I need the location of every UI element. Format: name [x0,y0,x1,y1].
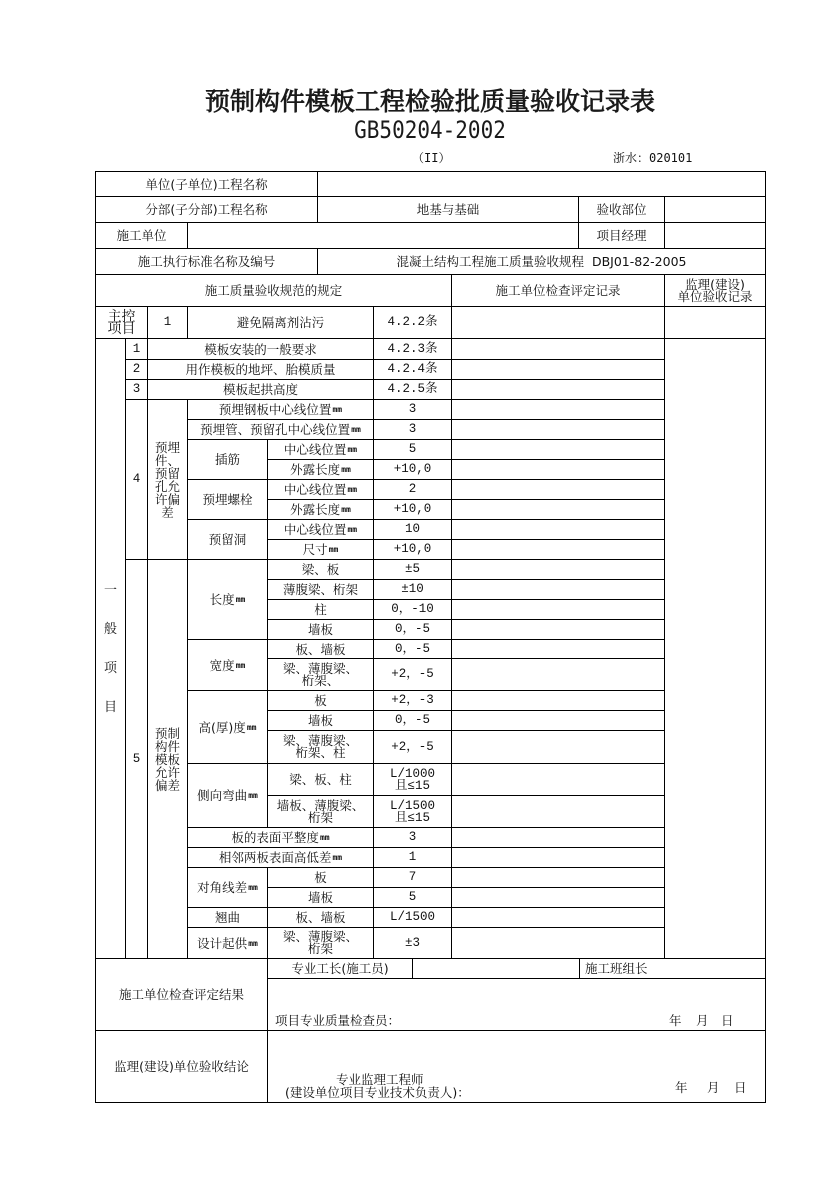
date-year-label: 年 [669,1013,682,1028]
general-item-clause: 4.2.4条 [373,359,452,380]
main-control-no: 1 [147,306,188,339]
bolt-row [267,499,374,520]
contractor-result-field[interactable] [267,978,766,1031]
contractor-result-label: 施工单位检查评定结果 [95,958,268,1031]
item-name: 高(厚)度 [198,719,246,735]
tolerance-value: 0，-5 [373,639,452,659]
tolerance-value: 0，-10 [373,599,452,620]
unit-label: mm [246,722,257,732]
item-name: 预埋管、预留孔中心线位置 [200,422,351,437]
tolerance-value: ±3 [373,927,452,959]
unit-label: mm [319,833,330,842]
standard-code: GB50204-2002 [354,116,506,144]
engineer-sub-label: (建设单位项目专业技术负责人)： [285,1085,470,1100]
embedded-pipe-hole [187,419,374,440]
date-month-label: 月 [696,1013,709,1028]
member-label: 梁、板、柱 [267,763,374,796]
tolerance-value: 0，-5 [373,710,452,731]
check-record-field[interactable] [451,519,665,540]
tolerance-value: L/1500 且≤15 [373,795,452,828]
unit-project-label: 单位(子单位)工程名称 [95,171,318,197]
acceptance-part-field[interactable] [664,196,766,223]
tolerance-value: ±5 [373,559,452,580]
check-record-field[interactable] [451,690,665,711]
warp-label: 翘曲 [187,907,268,928]
tolerance-value: +2，-3 [373,690,452,711]
general-item-name: 模板安装的一般要求 [147,338,374,360]
unit-label: mm [332,405,343,414]
check-record-field[interactable] [451,399,665,420]
unit-label: mm [248,938,258,948]
tolerance-value: L/1000 且≤15 [373,763,452,796]
tolerance-value: +10,0 [373,539,452,560]
general-item-name: 模板起拱高度 [147,379,374,400]
precast-category [147,559,188,959]
item-name: 对角线差 [197,880,248,895]
spec-header: 施工质量验收规范的规定 [95,274,452,307]
construction-unit-label: 施工单位 [95,222,188,249]
contractor-record-header: 施工单位检查评定记录 [451,274,665,307]
item-name: 中心线位置 [283,522,347,537]
unit-label: mm [235,660,246,670]
check-record-field[interactable] [451,658,665,691]
project-manager-field[interactable] [664,222,766,249]
member-label: 墙板 [267,619,374,640]
member-label: 墙板 [267,887,374,908]
dowel-row [267,459,374,480]
member-label: 梁、薄腹梁、 桁架、 [267,658,374,691]
check-record-field[interactable] [451,730,665,764]
check-record-field[interactable] [451,827,665,848]
height-label [187,690,268,764]
tolerance-value: +10,0 [373,499,452,520]
check-record-field[interactable] [451,419,665,440]
general-item-no: 2 [125,359,148,380]
tolerance-value: 3 [373,419,452,440]
tolerance-value: 0，-5 [373,619,452,640]
item-name: 板的表面平整度 [231,830,319,845]
general-item-no: 1 [125,338,148,360]
check-record-field[interactable] [451,499,665,520]
foreman-label: 专业工长(施工员) [267,958,413,979]
tolerance-value: 3 [373,827,452,848]
date-day-label: 日 [734,1080,747,1095]
check-record-field[interactable] [451,710,665,731]
embedded-category [147,399,188,560]
flatness-label [187,827,374,848]
item-name: 中心线位置 [283,442,347,457]
tolerance-value: 7 [373,867,452,888]
member-label: 柱 [267,599,374,620]
sub-project-label: 分部(子分部)工程名称 [95,196,318,223]
supervisor-conclusion-label: 监理(建设)单位验收结论 [95,1030,268,1103]
main-control-check-field[interactable] [451,306,665,339]
page-title: 预制构件模板工程检验批质量验收记录表 [204,87,655,116]
precast-no: 5 [125,559,148,959]
date-day-label: 日 [721,1013,734,1028]
opening-row [267,519,374,540]
date-month-label: 月 [707,1080,720,1095]
tolerance-value: 10 [373,519,452,540]
unit-project-field[interactable] [317,171,766,197]
sub-project-value[interactable]: 地基与基础 [317,196,579,223]
member-label: 墙板、薄腹梁、 桁架 [267,795,374,828]
embedded-steel-plate [187,399,374,420]
general-item-clause: 4.2.3条 [373,338,452,360]
embedded-no: 4 [125,399,148,560]
check-record-field[interactable] [451,559,665,580]
unit-label: mm [347,525,358,534]
item-name: 长度 [209,592,235,607]
unit-label: mm [341,505,351,514]
engineer-label: 专业监理工程师 [336,1072,424,1087]
bolt-row [267,479,374,500]
dowel-row [267,439,374,460]
unit-label: mm [332,853,343,862]
width-label [187,639,268,691]
member-label: 墙板 [267,710,374,731]
foreman-field[interactable] [412,958,580,979]
opening-label: 预留洞 [187,519,268,560]
length-label [187,559,268,640]
date-year-label: 年 [675,1080,688,1095]
tolerance-value: +2，-5 [373,658,452,691]
check-record-field[interactable] [451,379,665,400]
check-record-field[interactable] [451,907,665,928]
check-record-field[interactable] [451,539,665,560]
item-name: 宽度 [209,657,235,673]
inspector-label: 项目专业质量检查员： [275,1013,401,1028]
check-record-field[interactable] [451,579,665,600]
general-items-text: 一般项目 [103,582,117,715]
unit-label: mm [248,883,258,892]
general-supervisor-field[interactable] [664,338,766,959]
member-label: 板 [267,690,374,711]
tolerance-value: ±10 [373,579,452,600]
tolerance-value: 3 [373,399,452,420]
precast-category-text: 预制构件模板允许偏差 [154,725,180,793]
unit-label: mm [341,465,351,474]
check-record-field[interactable] [451,795,665,828]
opening-row [267,539,374,560]
member-label: 梁、薄腹梁、 桁架、柱 [267,730,374,764]
check-record-field[interactable] [451,887,665,908]
member-label: 板、墙板 [267,907,374,928]
item-name: 相邻两板表面高低差 [218,850,332,865]
construction-unit-field[interactable] [187,222,579,249]
general-item-name: 用作模板的地坪、胎模质量 [147,359,374,380]
unit-label: mm [235,595,246,604]
check-record-field[interactable] [451,439,665,460]
dowel-label: 插筋 [187,439,268,480]
adjacent-diff-label [187,847,374,868]
general-items-label [95,338,126,959]
bolt-label: 预埋螺栓 [187,479,268,520]
check-record-field[interactable] [451,599,665,620]
project-manager-label: 项目经理 [578,222,665,249]
check-record-field[interactable] [451,867,665,888]
unit-label: mm [351,425,361,434]
item-name: 外露长度 [290,462,341,477]
form-variant: （II） [412,151,451,165]
item-name: 侧向弯曲 [197,788,248,803]
item-name: 中心线位置 [283,482,347,497]
main-control-clause: 4.2.2条 [373,306,452,339]
check-record-field[interactable] [451,619,665,640]
member-label: 板 [267,867,374,888]
tolerance-value: +10,0 [373,459,452,480]
check-record-field[interactable] [451,639,665,659]
tolerance-value: 5 [373,887,452,908]
form-number: 浙水：020101 [613,151,693,165]
item-name: 预埋钢板中心线位置 [218,402,332,417]
standard-value: 混凝土结构工程施工质量验收规程 DBJ01-82-2005 [317,248,766,275]
lateral-bending-label [187,763,268,828]
tolerance-value: 1 [373,847,452,868]
item-name: 尺寸 [302,542,328,557]
check-record-field[interactable] [451,847,665,868]
tolerance-value: 2 [373,479,452,500]
check-record-field[interactable] [451,927,665,959]
member-label: 梁、板 [267,559,374,580]
member-label: 薄腹梁、桁架 [267,579,374,600]
tolerance-value: +2，-5 [373,730,452,764]
supervisor-conclusion-field[interactable] [267,1030,766,1103]
member-label: 梁、薄腹梁、 桁架 [267,927,374,959]
member-label: 板、墙板 [267,639,374,659]
main-control-name: 避免隔离剂沾污 [187,306,374,339]
item-name: 设计起供 [197,935,248,951]
item-name: 外露长度 [290,502,341,517]
embedded-category-text: 预埋件、预留孔允许偏差 [154,439,180,520]
check-record-field[interactable] [451,763,665,796]
tolerance-value: L/1500 [373,907,452,928]
diagonal-label [187,867,268,908]
main-control-supervisor-field[interactable] [664,306,766,339]
unit-label: mm [248,791,258,800]
general-item-clause: 4.2.5条 [373,379,452,400]
check-record-field[interactable] [451,359,665,380]
standard-label: 施工执行标准名称及编号 [95,248,318,275]
main-control-label: 主控 项目 [95,306,148,339]
unit-label: mm [347,485,358,494]
unit-label: mm [328,545,339,554]
team-leader-label: 施工班组长 [579,958,766,979]
general-item-no: 3 [125,379,148,400]
camber-label [187,927,268,959]
unit-label: mm [347,445,358,454]
check-record-field[interactable] [451,338,665,360]
acceptance-part-label: 验收部位 [578,196,665,223]
check-record-field[interactable] [451,459,665,480]
check-record-field[interactable] [451,479,665,500]
supervisor-record-header: 监理(建设) 单位验收记录 [664,274,766,307]
tolerance-value: 5 [373,439,452,460]
